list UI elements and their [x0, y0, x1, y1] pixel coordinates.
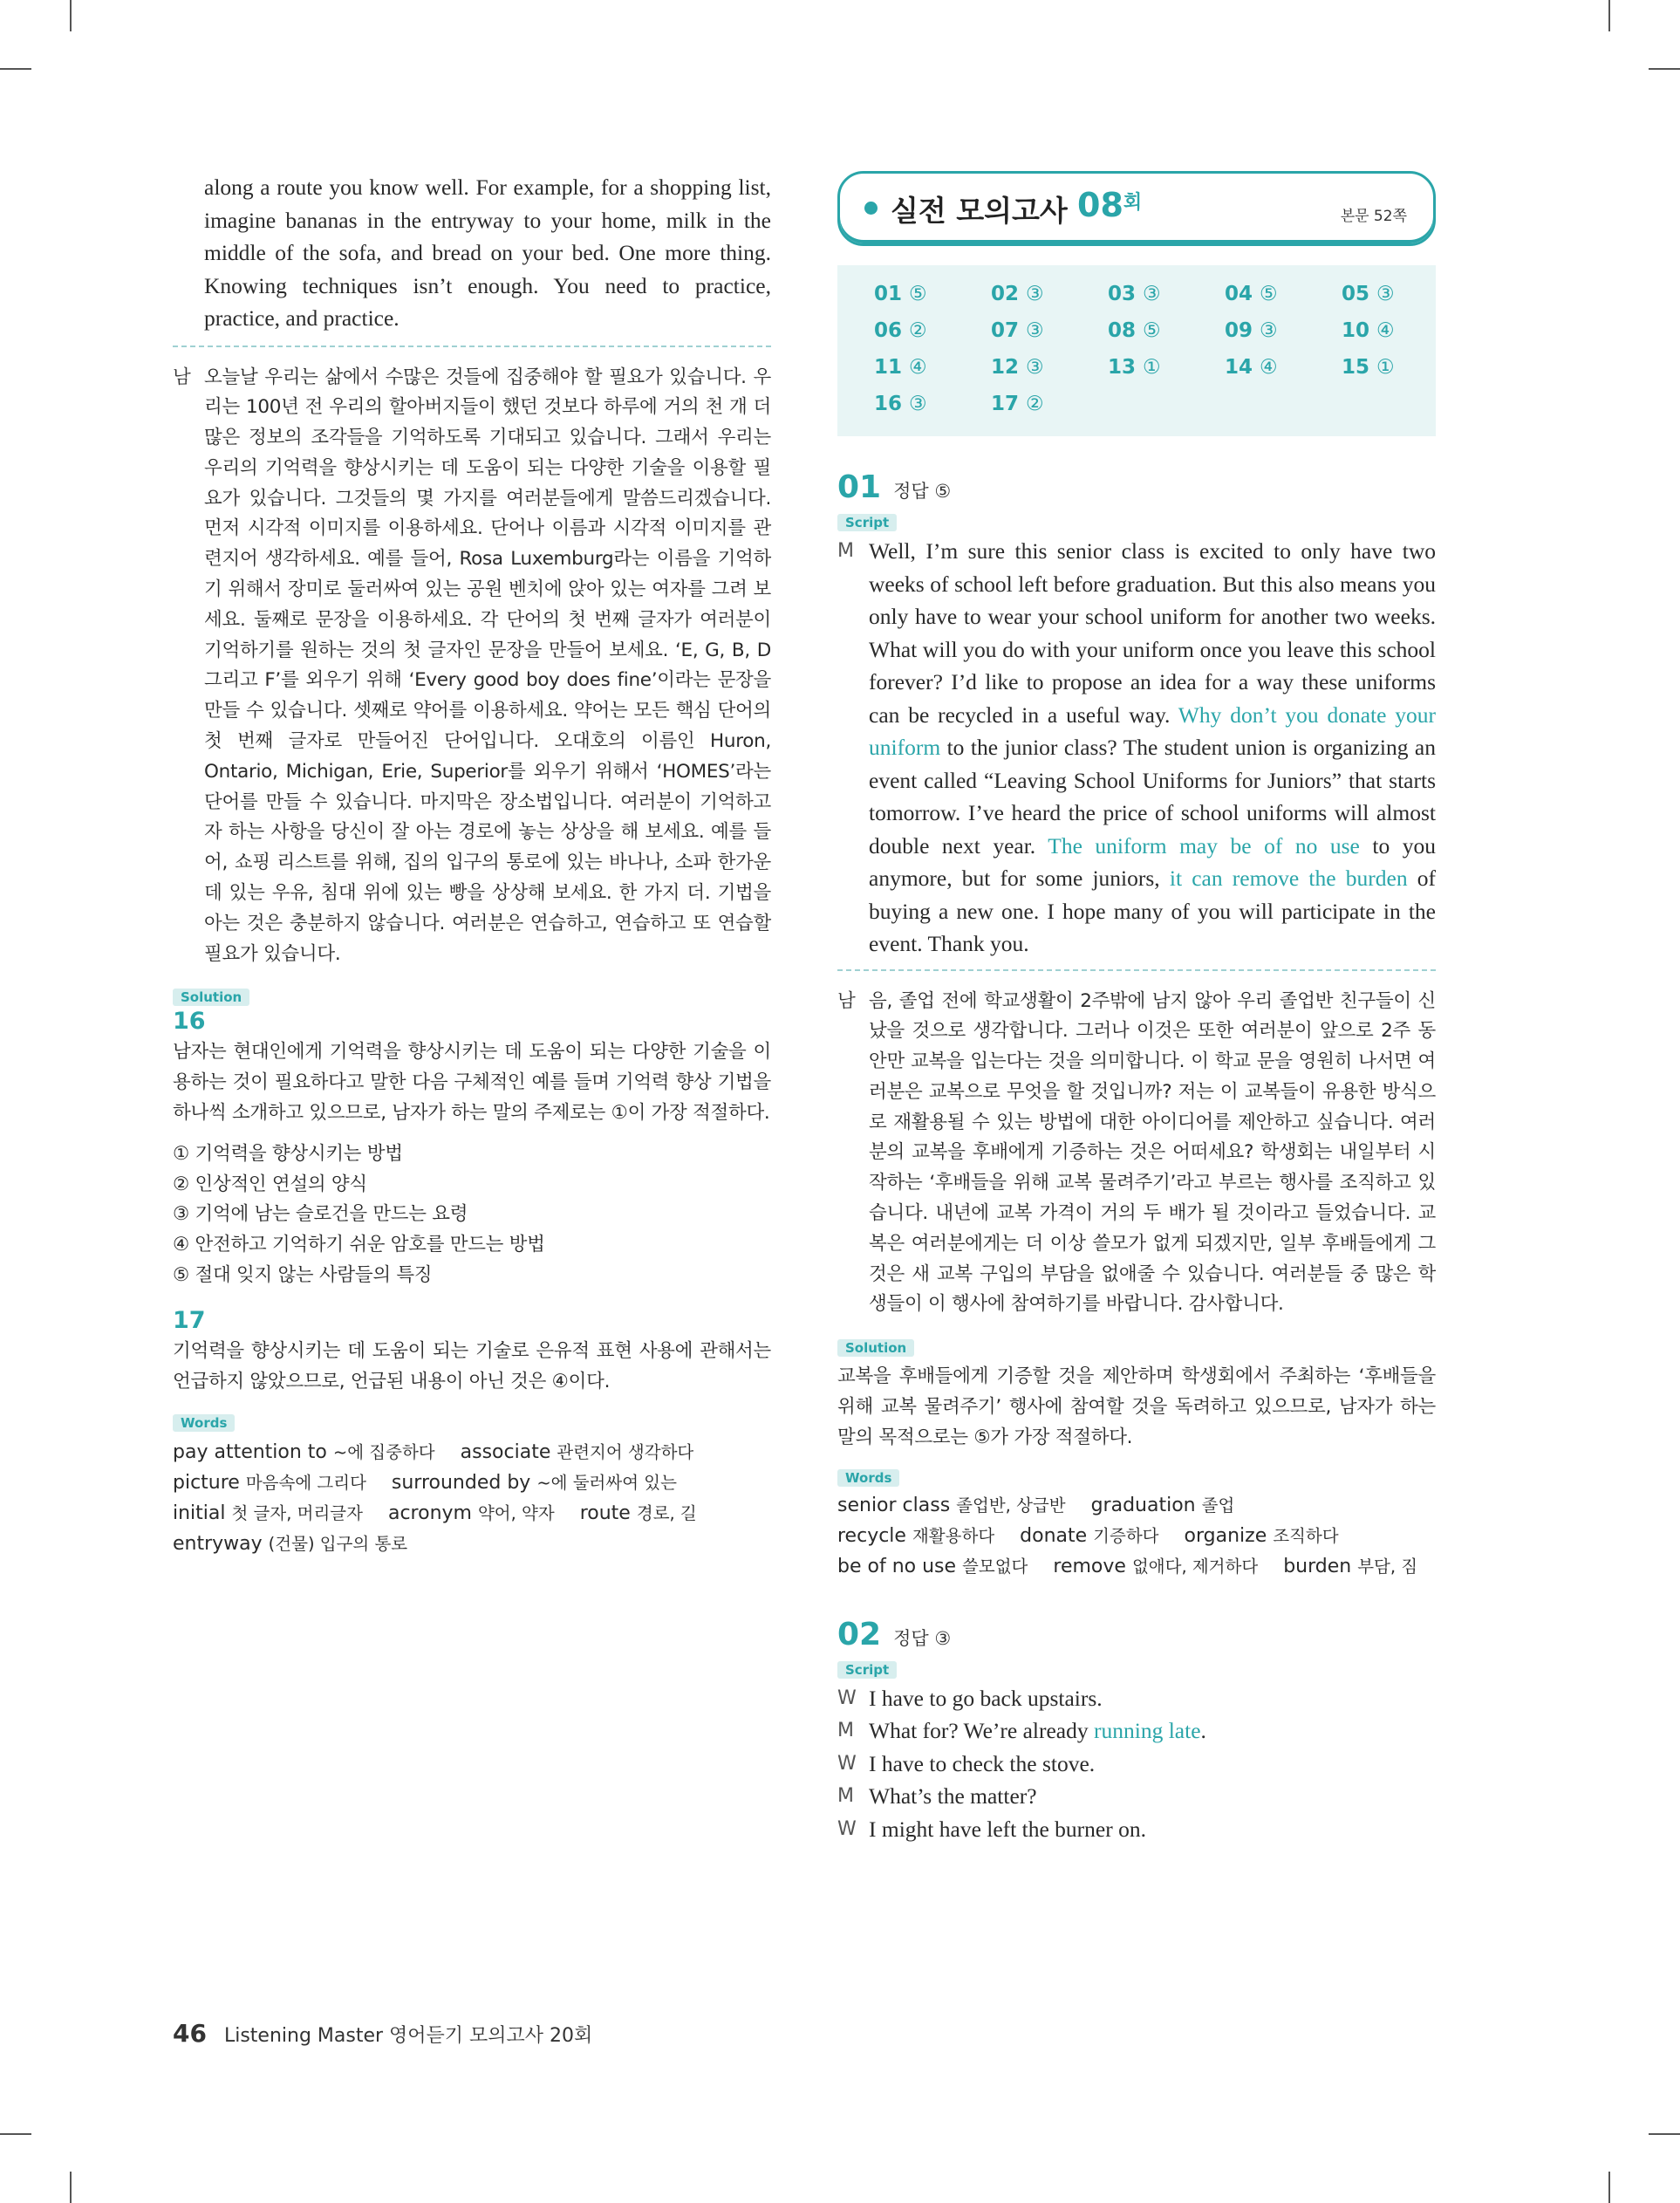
dialog-02 — [837, 1682, 1436, 1846]
key-phrase: running late — [1094, 1718, 1201, 1744]
dialog-segment: What for? We’re already — [869, 1718, 1094, 1744]
question-header-02 — [837, 1617, 1436, 1652]
crop-mark — [70, 2172, 72, 2203]
dialog-segment: I might have left the burner on. — [869, 1816, 1146, 1842]
word-en: associate — [460, 1441, 551, 1464]
option-item: ② 인상적인 연설의 양식 — [173, 1173, 367, 1195]
options-list — [173, 1139, 771, 1291]
word-ko: 관련지어 생각하다 — [557, 1442, 694, 1463]
translation-text: 오늘날 우리는 삶에서 수많은 것들에 집중해야 할 필요가 있습니다. 우리는 100년 전 우리의 할아버지들이 했던 것보다 하루에 거의 천 개 더 많은 정보의 조각들을 기억하도록 기대되고 있습니다. 그래서 우리는 우리의 기억력을 향상시키는 데 도움이 되는 다양한 기술을 이용할 필요가 있습니다. 그것들의 몇 가지를 여러분들에게 말씀드리겠습니다. 먼저 시각적 이미지를 이용하세요. 단어나 이름과 시각적 이미지를 관련지어 생각하세요. 예를 들어, Rosa Luxemburg라는 이름을 기억하기 위해서 장미로 둘러싸여 있는 공원 벤치에 앉아 있는 여자를 그려 보세요. 둘째로 문장을 이용하세요. 각 단어의 첫 번째 글자가 여러분이 기억하기를 원하는 것의 첫 글자인 문장을 만들어 보세요. ‘E, G, B, D 그리고 F’를 외우기 위해 ‘Every good boy does fine’이라는 문장을 만들 수 있습니다. 셋째로 약어를 이용하세요. 약어는 모든 핵심 단어의 첫 번째 글자로 만들어진 단어입니다. 오대호의 이름인 Huron, Ontario, Michigan, Erie, Superior를 외우기 위해서 ‘HOMES’라는 단어를 만들 수 있습니다. 마지막은 장소법입니다. 여러분이 기억하고자 하는 사항을 당신이 잘 아는 경로에 놓는 상상을 해 보세요. 예를 들어, 쇼핑 리스트를 위해, 집의 입구의 통로에 있는 바나나, 소파 한가운데 있는 우유, 침대 위에 있는 빵을 상상해 보세요. 한 가지 더. 기법을 아는 것은 충분하지 않습니다. 여러분은 연습하고, 연습하고 또 연습할 필요가 있습니다. — [204, 366, 771, 965]
words-list — [837, 1490, 1436, 1582]
test-number — [1077, 186, 1142, 224]
answer-choice: ① — [1376, 356, 1395, 379]
crop-mark — [1649, 2133, 1680, 2135]
word-en: route — [579, 1502, 631, 1525]
word-en: picture — [173, 1472, 240, 1495]
answer-number: 16 — [874, 393, 910, 415]
test-header — [837, 171, 1436, 246]
bullet-icon — [864, 202, 878, 215]
speaker-label: 남 — [837, 989, 856, 1012]
answer-choice: ② — [1026, 393, 1044, 415]
korean-translation — [173, 363, 771, 970]
script-text — [869, 535, 1436, 961]
answer-label: 정답 ⑤ — [893, 481, 952, 502]
answer-number: 15 — [1342, 356, 1377, 379]
word-ko: 없애다, 제거하다 — [1131, 1556, 1259, 1577]
word-ko: 조직하다 — [1273, 1525, 1339, 1546]
test-title: 실전 모의고사 — [891, 194, 1068, 228]
speaker-label: 남 — [173, 366, 191, 388]
word-en: pay attention to — [173, 1441, 327, 1464]
test-number-suffix: 회 — [1123, 192, 1143, 214]
translation-text: 음, 졸업 전에 학교생활이 2주밖에 남지 않아 우리 졸업반 친구들이 신났을 것으로 생각합니다. 그러나 이것은 또한 여러분이 앞으로 2주 동안만 교복을 입는다는 것을 의미합니다. 이 학교 문을 영원히 나서면 여러분은 교복으로 무엇을 할 것입니까? 저는 이 교복들이 유용한 방식으로 재활용될 수 있는 방법에 대한 아이디어를 제안하고 싶습니다. 여러분의 교복을 후배에게 기증하는 것은 어떠세요? 학생회는 내일부터 시작하는 ‘후배들을 위해 교복 물려주기’라고 부르는 행사를 조직하고 있습니다. 내년에 교복 가격이 거의 두 배가 될 것이라고 들었습니다. 교복은 여러분에게는 더 이상 쓸모가 없게 되겠지만, 일부 후배들에게 그것은 새 교복 구입의 부담을 없애줄 수 있습니다. 여러분들 중 많은 학생들이 이 행사에 참여하기를 바랍니다. 감사합니다. — [869, 989, 1436, 1316]
dialog-line — [837, 1780, 1436, 1813]
script-segment: Well, I’m sure this senior class is excited to only have two weeks of school left before graduation. But this also means you only have to wear your school uniform for another two weeks. What will you do with your uniform once you leave this school forever? I’d like to propose an idea for a way these uniforms can be recycled in a useful way. — [869, 538, 1436, 728]
dialog-line — [837, 1813, 1436, 1846]
words-tag: Words — [173, 1414, 235, 1432]
speaker-label: M — [837, 1720, 854, 1742]
answer-item — [991, 393, 1044, 415]
answer-number: 02 — [991, 283, 1027, 305]
answer-choice: ③ — [1143, 283, 1161, 305]
solution-17-text: 기억력을 향상시키는 데 도움이 되는 기술로 은유적 표현 사용에 관해서는 언급하지 않았으므로, 언급된 내용이 아닌 것은 ④이다. — [173, 1339, 771, 1392]
answer-number: 09 — [1225, 319, 1260, 342]
answer-number: 04 — [1225, 283, 1260, 305]
script-segment: of buying a new one. I hope many of you will participate in the event. Thank you. — [869, 865, 1437, 956]
words-line — [837, 1521, 1436, 1551]
word-ko: 경로, 길 — [636, 1503, 697, 1524]
answer-choice: ③ — [1026, 319, 1044, 342]
page-reference: 본문 52쪽 — [1340, 208, 1407, 225]
answer-choice: ④ — [1376, 319, 1395, 342]
dialog-text — [869, 1682, 1103, 1715]
page-number: 46 — [173, 2019, 207, 2048]
words-line — [837, 1490, 1436, 1521]
answer-number: 07 — [991, 319, 1027, 342]
crop-mark — [1608, 0, 1610, 31]
dialog-segment: . — [1200, 1718, 1206, 1744]
answer-choice: ④ — [909, 356, 927, 379]
word-ko: 마음속에 그리다 — [245, 1473, 366, 1494]
word-en: remove — [1053, 1555, 1126, 1577]
dialog-segment: I have to check the stove. — [869, 1750, 1096, 1776]
key-phrase: Why don’t you donate your uniform — [869, 701, 1436, 760]
question-header-01 — [837, 469, 1436, 505]
script-01 — [837, 535, 1436, 961]
answer-choice: ⑤ — [909, 283, 927, 305]
question-number-16: 16 — [173, 1008, 206, 1036]
option-item: ⑤ 절대 잊지 않는 사람들의 특징 — [173, 1264, 433, 1287]
key-phrase: it can remove the burden — [1169, 865, 1408, 891]
script-segment: to you anymore, but for some juniors, — [869, 832, 1436, 891]
dialog-text — [869, 1780, 1037, 1813]
question-number: 02 — [837, 1616, 882, 1652]
answer-item — [874, 393, 927, 415]
word-en: recycle — [837, 1524, 906, 1547]
words-tag: Words — [837, 1469, 899, 1487]
script-english-continued: along a route you know well. For example, for a shopping list, imagine bananas in the entryway to your home, milk in the middle of the sofa, and bread on your bed. One more thing. Knowing techniques isn’t enough. You need to practice, practice, and practice. — [204, 174, 771, 331]
dialog-line — [837, 1682, 1436, 1715]
question-number: 01 — [837, 469, 882, 505]
answer-item — [874, 319, 927, 342]
word-en: organize — [1184, 1524, 1267, 1547]
words-line — [173, 1529, 771, 1559]
word-ko: 약어, 약자 — [477, 1503, 555, 1524]
answer-item — [1342, 283, 1395, 305]
answer-item — [1108, 356, 1161, 379]
answer-number: 14 — [1225, 356, 1260, 379]
words-line — [173, 1468, 771, 1498]
word-ko: ~에 둘러싸여 있는 — [536, 1473, 677, 1494]
word-ko: 첫 글자, 머리글자 — [231, 1503, 363, 1524]
word-en: surrounded by — [391, 1472, 531, 1495]
answer-choice: ③ — [1026, 356, 1044, 379]
speaker-label: M — [837, 540, 854, 562]
solution-01-text: 교복을 후배들에게 기증할 것을 제안하며 학생회에서 주최하는 ‘후배들을 위해 교복 물려주기’ 행사에 참여할 것을 독려하고 있으므로, 남자가 하는 말의 목적으로는 ⑤가 가장 적절하다. — [837, 1365, 1436, 1448]
crop-mark — [70, 0, 72, 31]
answer-item — [1108, 319, 1161, 342]
answer-choice: ⑤ — [1143, 319, 1161, 342]
dashed-divider — [837, 969, 1436, 971]
option-item: ① 기억력을 향상시키는 방법 — [173, 1142, 403, 1165]
answer-item — [991, 356, 1044, 379]
answer-item — [991, 283, 1044, 305]
answer-item — [991, 319, 1044, 342]
dialog-line — [837, 1714, 1436, 1748]
word-ko: 부담, 짐 — [1357, 1556, 1418, 1577]
answer-item — [874, 356, 927, 379]
speaker-label: M — [837, 1785, 854, 1808]
answer-number: 17 — [991, 393, 1027, 415]
words-line — [173, 1498, 771, 1529]
book-title: Listening Master 영어듣기 모의고사 20회 — [223, 2025, 593, 2047]
answer-choice: ③ — [909, 393, 927, 415]
answer-number: 10 — [1342, 319, 1377, 342]
answer-number: 05 — [1342, 283, 1377, 305]
answer-item — [874, 283, 927, 305]
solution-tag: Solution — [837, 1339, 914, 1357]
word-en: donate — [1020, 1524, 1088, 1547]
words-list — [173, 1437, 771, 1559]
answer-choice: ⑤ — [1260, 283, 1278, 305]
crop-mark — [1649, 68, 1680, 70]
answer-choice: ① — [1143, 356, 1161, 379]
solution-16-text: 남자는 현대인에게 기억력을 향상시키는 데 도움이 되는 다양한 기술을 이용하는 것이 필요하다고 말한 다음 구체적인 예를 들며 기억력 향상 기법을 하나씩 소개하고 있으므로, 남자가 하는 말의 주제로는 ①이 가장 적절하다. — [173, 1041, 771, 1125]
answer-number: 11 — [874, 356, 910, 379]
right-column — [837, 171, 1436, 1845]
word-en: entryway — [173, 1533, 263, 1556]
solution-tag: Solution — [173, 989, 249, 1006]
crop-mark — [1608, 2172, 1610, 2203]
word-en: burden — [1283, 1555, 1352, 1577]
answer-choice: ④ — [1260, 356, 1278, 379]
word-ko: 쓸모없다 — [962, 1556, 1028, 1577]
word-ko: 재활용하다 — [912, 1525, 995, 1546]
word-ko: 졸업 — [1201, 1495, 1235, 1515]
dialog-line — [837, 1748, 1436, 1781]
answer-item — [1342, 319, 1395, 342]
answer-number: 13 — [1108, 356, 1144, 379]
dialog-text — [869, 1714, 1206, 1748]
words-line — [837, 1551, 1436, 1582]
page-footer — [173, 2019, 592, 2048]
dialog-text — [869, 1813, 1146, 1846]
word-en: be of no use — [837, 1555, 957, 1577]
word-ko: 기증하다 — [1093, 1525, 1159, 1546]
question-number-17: 17 — [173, 1306, 206, 1334]
korean-translation — [837, 987, 1436, 1321]
answer-choice: ③ — [1026, 283, 1044, 305]
word-ko: 졸업반, 상급반 — [956, 1495, 1066, 1515]
test-number-value: 08 — [1077, 186, 1123, 224]
left-column — [173, 171, 771, 1559]
script-tag: Script — [837, 1661, 897, 1679]
script-segment: to the junior class? The student union is organizing an event called “Leaving School Uniforms for Juniors” that starts tomorrow. I’ve heard the price of school uniforms will almost double next year. — [869, 735, 1436, 859]
answer-number: 12 — [991, 356, 1027, 379]
answer-choice: ② — [909, 319, 927, 342]
answer-item — [1342, 356, 1395, 379]
word-en: initial — [173, 1502, 226, 1525]
word-ko: (건물) 입구의 통로 — [268, 1534, 408, 1555]
crop-mark — [0, 2133, 31, 2135]
word-en: graduation — [1090, 1494, 1196, 1516]
word-en: acronym — [387, 1502, 472, 1525]
answer-number: 06 — [874, 319, 910, 342]
answer-item — [1225, 356, 1278, 379]
words-line — [173, 1437, 771, 1468]
speaker-label: W — [837, 1752, 857, 1775]
answer-choice: ③ — [1260, 319, 1278, 342]
word-ko: ~에 집중하다 — [332, 1442, 435, 1463]
speaker-label: W — [837, 1817, 857, 1840]
answer-choice: ③ — [1376, 283, 1395, 305]
answer-item — [1108, 283, 1161, 305]
answer-number: 01 — [874, 283, 910, 305]
key-phrase: The uniform may be of no use — [1048, 832, 1360, 859]
answer-number: 08 — [1108, 319, 1144, 342]
dialog-segment: What’s the matter? — [869, 1783, 1037, 1810]
answer-item — [1225, 319, 1278, 342]
option-item: ③ 기억에 남는 슬로건을 만드는 요령 — [173, 1203, 468, 1226]
dialog-segment: I have to go back upstairs. — [869, 1685, 1103, 1711]
option-item: ④ 안전하고 기억하기 쉬운 암호를 만드는 방법 — [173, 1234, 545, 1256]
answer-number: 03 — [1108, 283, 1144, 305]
dashed-divider — [173, 346, 771, 347]
script-tag: Script — [837, 514, 897, 531]
answer-key — [837, 265, 1436, 436]
answer-item — [1225, 283, 1278, 305]
dialog-text — [869, 1748, 1095, 1781]
word-en: senior class — [837, 1494, 951, 1516]
crop-mark — [0, 68, 31, 70]
speaker-label: W — [837, 1686, 857, 1709]
answer-label: 정답 ③ — [893, 1627, 952, 1649]
